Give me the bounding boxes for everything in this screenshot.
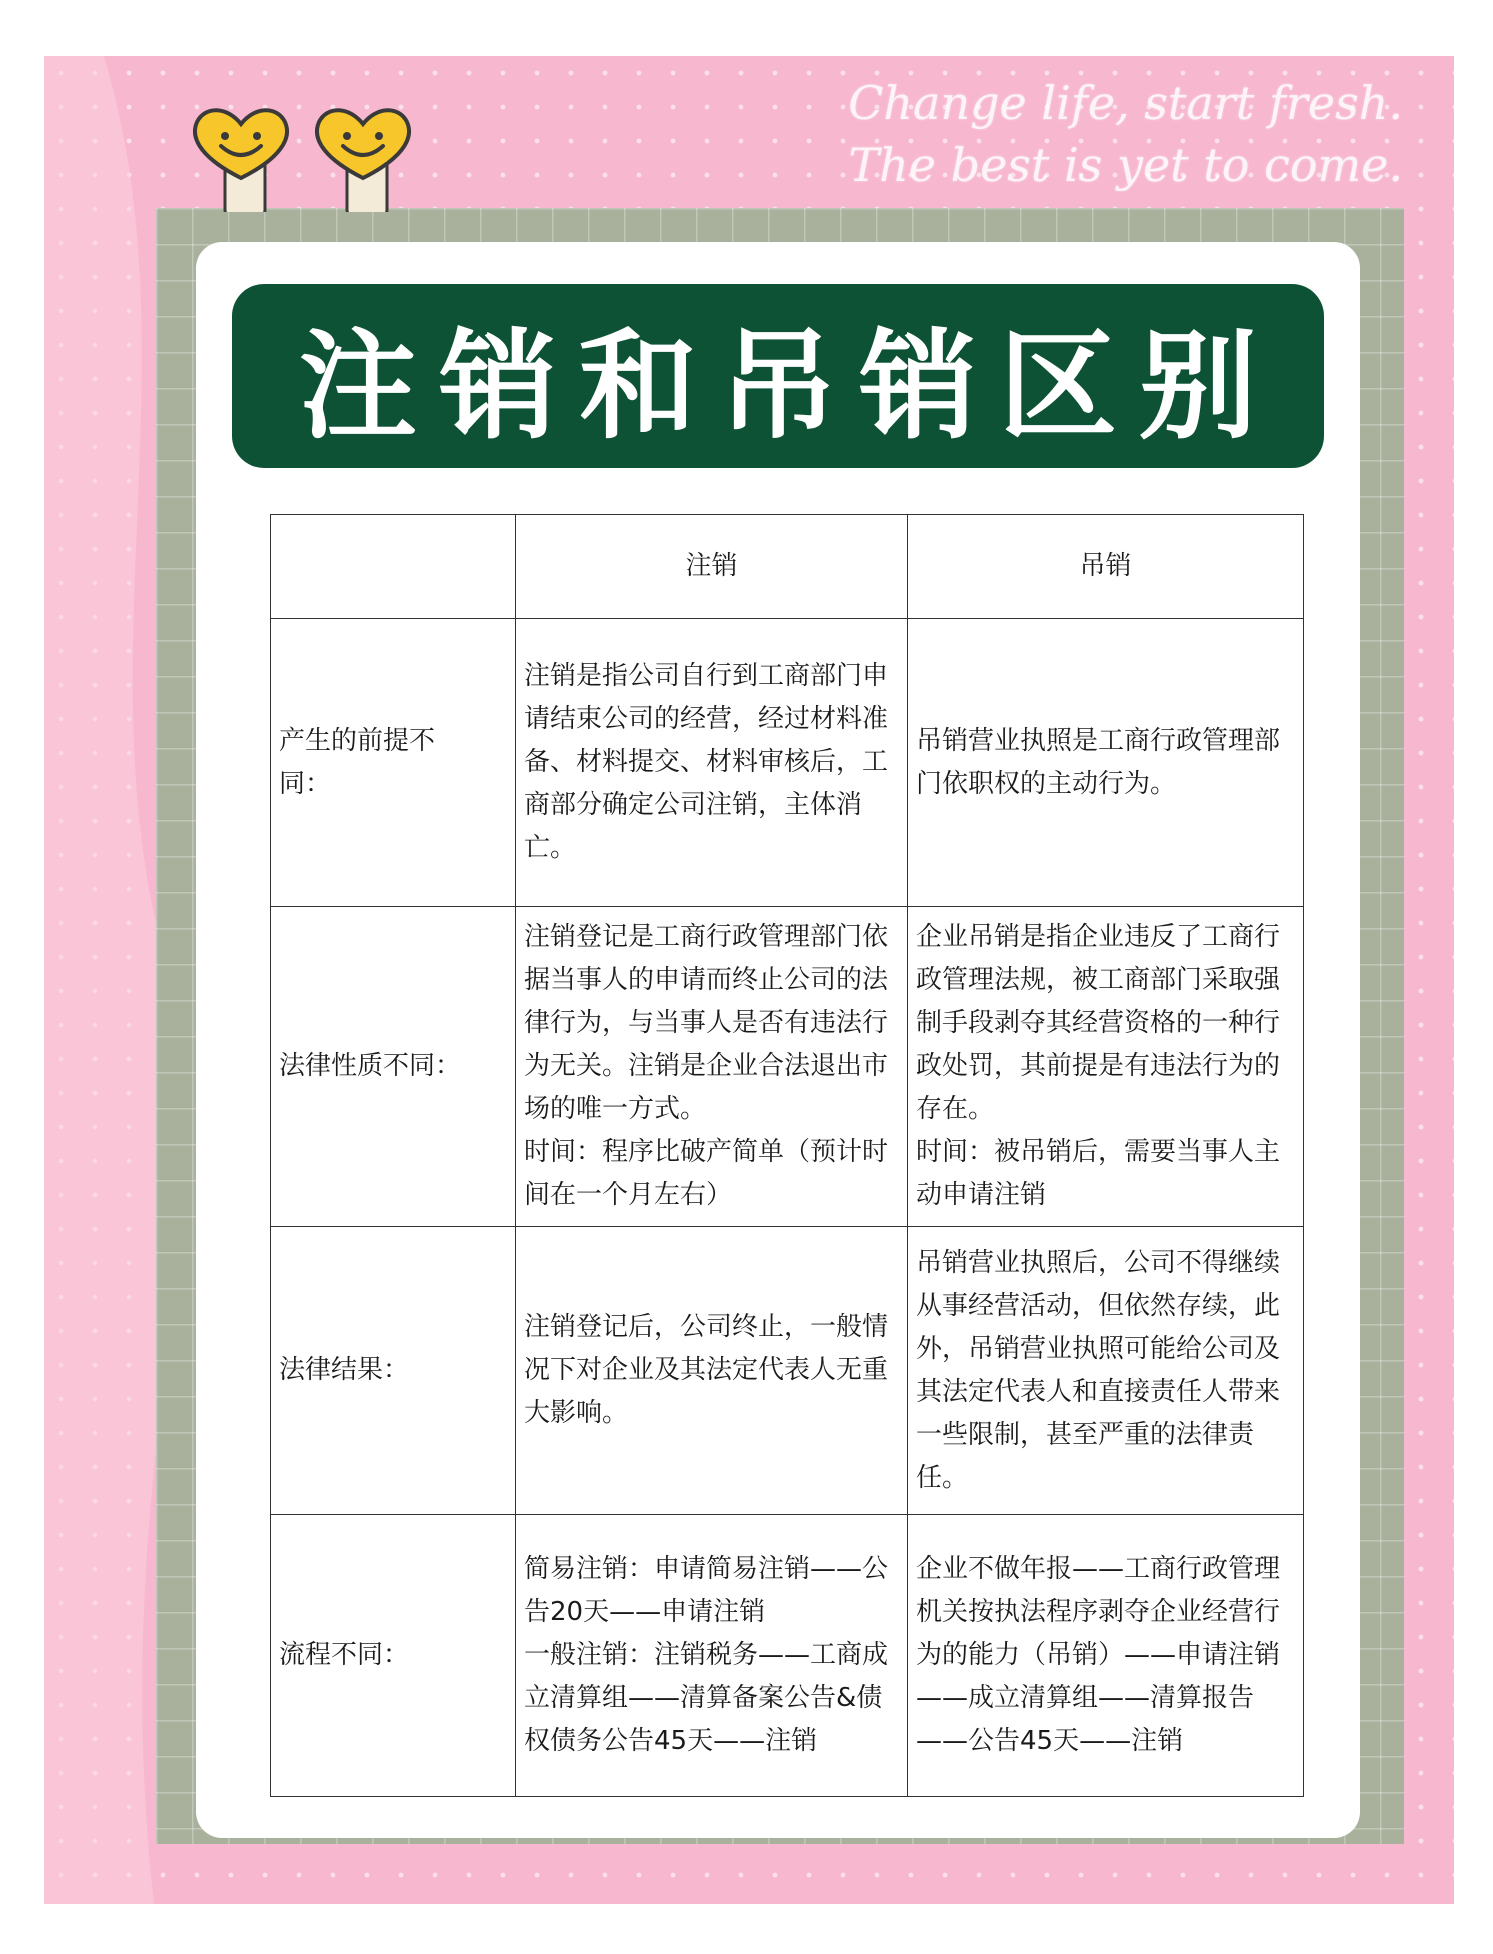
row-label (271, 907, 516, 1227)
header-cancel: 注销 (516, 515, 908, 619)
revoke-text: 企业不做年报——工商行政管理机关按执法程序剥夺企业经营行为的能力（吊销）——申请注销——成立清算组——清算报告——公告45天——注销 (916, 1554, 1281, 1756)
revoke-text: 吊销营业执照是工商行政管理部门依职权的主动行为。 (916, 725, 1281, 799)
revoke-text: 企业吊销是指企业违反了工商行政管理法规，被工商部门采取强制手段剥夺其经营资格的一种行政处罚，其前提是有违法行为的存在。 时间：被吊销后，需要当事人主动申请注销 (916, 922, 1281, 1210)
revoke-cell (908, 1515, 1304, 1797)
pins-decoration (185, 100, 445, 220)
revoke-text: 吊销营业执照后，公司不得继续从事经营活动，但依然存续，此外，吊销营业执照可能给公司及其法定代表人和直接责任人带来一些限制，甚至严重的法律责任。 (916, 1247, 1281, 1493)
table-row (271, 1515, 1304, 1797)
cancel-cell (516, 907, 908, 1227)
row-label-text: 法律结果： (279, 1355, 410, 1385)
smiley-heart-pin-icon (185, 100, 297, 212)
row-label (271, 1227, 516, 1515)
tagline-line-2: The best is yet to come. (848, 138, 1403, 192)
tagline (843, 72, 1403, 196)
row-label-text: 产生的前提不 同： (279, 725, 436, 799)
header-empty (271, 515, 516, 619)
table-row (271, 619, 1304, 907)
header-revoke: 吊销 (908, 515, 1304, 619)
title-banner (232, 284, 1324, 468)
row-label-text: 法律性质不同： (279, 1051, 462, 1081)
cancel-cell (516, 619, 908, 907)
revoke-cell (908, 1227, 1304, 1515)
revoke-cell (908, 619, 1304, 907)
table-row (271, 907, 1304, 1227)
cancel-cell (516, 1515, 908, 1797)
revoke-cell (908, 907, 1304, 1227)
tagline-line-1: Change life, start fresh. (848, 76, 1403, 130)
row-label-text: 流程不同： (279, 1640, 410, 1670)
cancel-text: 注销是指公司自行到工商部门申请结束公司的经营，经过材料准备、材料提交、材料审核后，工商部分确定公司注销，主体消亡。 (524, 661, 889, 863)
table-row (271, 1227, 1304, 1515)
row-label (271, 1515, 516, 1797)
cancel-text: 注销登记后，公司终止，一般情况下对企业及其法定代表人无重大影响。 (524, 1312, 889, 1428)
page-title: 注销和吊销区别 (298, 317, 1279, 455)
cancel-cell (516, 1227, 908, 1515)
comparison-table (270, 514, 1304, 1797)
table-header-row (271, 515, 1304, 619)
row-label (271, 619, 516, 907)
smiley-heart-pin-icon (307, 100, 419, 212)
cancel-text: 简易注销：申请简易注销——公告20天——申请注销 一般注销：注销税务——工商成立清算组——清算备案公告&债权债务公告45天——注销 (524, 1554, 889, 1756)
cancel-text: 注销登记是工商行政管理部门依据当事人的申请而终止公司的法律行为，与当事人是否有违法行为无关。注销是企业合法退出市场的唯一方式。 时间：程序比破产简单（预计时间在一个月左右） (524, 922, 889, 1210)
